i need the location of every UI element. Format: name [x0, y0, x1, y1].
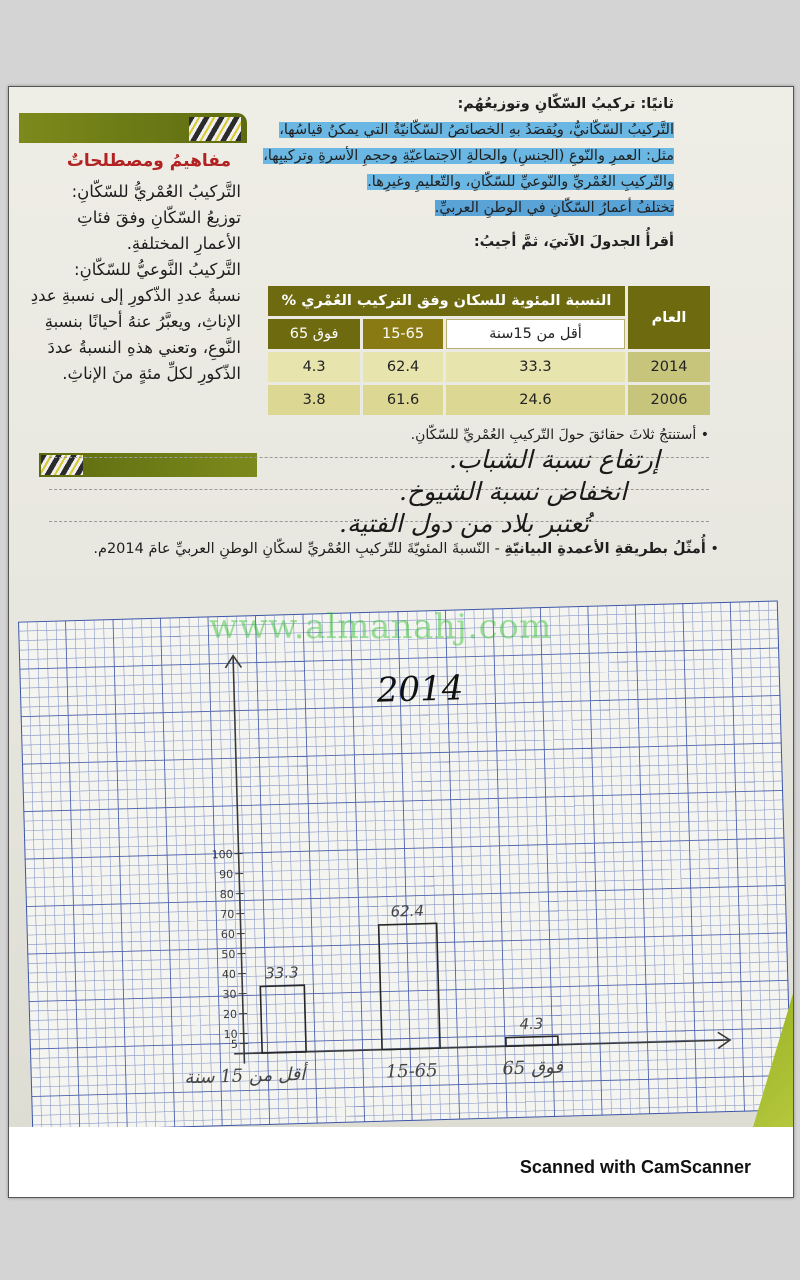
handwritten-answer-2[interactable]: انخفاض نسبة الشيوخ.	[399, 477, 628, 506]
term-sex-structure: التَّركيبُ النَّوعيُّ للسّكّانِ:	[74, 260, 241, 279]
definition-age-structure: توزيعُ السّكّانِ وفقَ فئاتِ الأعمارِ المختلفةِ.	[77, 208, 241, 253]
graph-paper	[18, 600, 792, 1127]
cell-value: 24.6	[446, 385, 625, 415]
y-tick-label: 30	[222, 987, 237, 1002]
y-tick-label: 10	[223, 1027, 238, 1042]
stripes-decoration	[189, 117, 241, 141]
header-over-65: فوق 65	[268, 319, 360, 349]
cell-year: 2006	[628, 385, 710, 415]
handwritten-answer-3[interactable]: تُعتبر بلاد من دول الفتية.	[339, 509, 590, 538]
chart-title: 2014	[376, 668, 464, 711]
cell-value: 4.3	[268, 352, 360, 382]
highlighted-paragraph: التَّركيبُ السّكّانيُّ، ويُقصَدُ بهِ الخصائصُ السّكّانيّةُ التي يمكنُ قياسُها، مثل: العمرِ والنّوعِ (الجنسِ) والحالةِ الاجتماعيّةِ وحجمِ الأسرةِ وتركيبِها، والتّركيبِ العُمْريِّ والنّوعيِّ للسّكّانِ، والتّعليمِ وغيرِها.	[263, 122, 674, 190]
bar-value-label: 4.3	[519, 1014, 544, 1034]
bar-value-label: 62.4	[390, 901, 425, 921]
question-1: • أستنتجُ ثلاثَ حقائقَ حولَ التّركيبِ العُمْريِّ للسّكّانِ.	[410, 427, 709, 443]
question-1-text: أستنتجُ ثلاثَ حقائقَ حولَ التّركيبِ العُمْريِّ للسّكّانِ.	[410, 427, 697, 443]
highlighted-sentence: تختلفُ أعمارُ السّكّانِ في الوطنِ العربيِّ.	[434, 200, 674, 216]
y-tick-label: 80	[219, 887, 234, 902]
bar-value-label: 33.3	[264, 963, 299, 983]
cell-value: 61.6	[363, 385, 443, 415]
y-tick-label: 90	[218, 867, 234, 882]
cell-value: 33.3	[446, 352, 625, 382]
definition-sex-structure: نسبةُ عددِ الذّكورِ إلى نسبةِ عددِ الإناثِ، ويعبَّرُ عنهُ أحيانًا بنسبةِ النَّوعِ، وتعني هذهِ النسبةُ عددَ الذّكورِ لكلِّ مئةٍ منَ الإناثِ.	[30, 286, 241, 383]
read-table-instruction: أقرأُ الجدولَ الآتيَ، ثمَّ أجيبُ:	[473, 234, 674, 250]
cell-value: 62.4	[363, 352, 443, 382]
table-row	[268, 352, 710, 382]
question-2: • أُمثّلُ بطريقةِ الأعمدةِ البيانيّةِ - النّسبةَ المئويّةَ للتّركيبِ العُمْريِّ لسكّانِ الوطنِ العربيِّ عامَ 2014م.	[93, 541, 719, 557]
page-photo	[9, 87, 793, 1127]
y-tick-label: 40	[221, 967, 237, 982]
stripes-decoration-bottom	[41, 455, 83, 475]
concepts-body	[27, 179, 241, 387]
cell-value: 3.8	[268, 385, 360, 415]
y-tick-label: 100	[211, 847, 233, 862]
handwritten-answer-1[interactable]: إرتفاع نسبة الشباب.	[449, 445, 660, 474]
question-2-bold: أُمثّلُ بطريقةِ الأعمدةِ البيانيّةِ	[504, 541, 706, 557]
paragraph-population-structure	[249, 117, 674, 195]
year-column-header: العام	[628, 286, 710, 349]
y-tick-label: 20	[222, 1007, 238, 1022]
y-tick-label: 50	[221, 947, 236, 962]
concepts-box	[19, 113, 247, 453]
scanner-footer	[9, 1127, 793, 1197]
header-15-65: 15-65	[363, 319, 443, 349]
paragraph-ages	[249, 195, 674, 221]
header-under-15: أقل من 15سنة	[446, 319, 625, 349]
concepts-title: مفاهيمُ ومصطلحاتٌ	[66, 151, 231, 171]
cell-year: 2014	[628, 352, 710, 382]
term-age-structure: التَّركيبُ العُمْريُّ للسّكّانِ:	[71, 182, 241, 201]
watermark: www.almanahj.com	[209, 607, 552, 647]
percentage-header: النسبة المئوية للسكان وفق التركيب العُمْري %	[268, 286, 625, 316]
bar-category-label: 15-65	[385, 1060, 438, 1083]
scanner-label: Scanned with CamScanner	[519, 1157, 751, 1177]
age-structure-table	[265, 283, 713, 418]
y-tick-label: 60	[220, 927, 236, 942]
y-tick-label: 5	[230, 1037, 239, 1051]
question-2-text: - النّسبةَ المئويّةَ للتّركيبِ العُمْريِّ لسكّانِ الوطنِ العربيِّ عامَ 2014م.	[93, 541, 505, 557]
main-text	[249, 91, 674, 255]
scan-frame	[8, 86, 794, 1198]
bar-category-label: أقل من 15 سنة	[184, 1063, 306, 1089]
section-title: ثانيًا: تركيبُ السّكّانِ وتوزيعُهُم:	[457, 96, 674, 112]
bar-category-label: فوق 65	[502, 1056, 564, 1080]
table-row	[268, 385, 710, 415]
y-tick-label: 70	[220, 907, 235, 922]
bar-chart	[18, 600, 792, 1127]
